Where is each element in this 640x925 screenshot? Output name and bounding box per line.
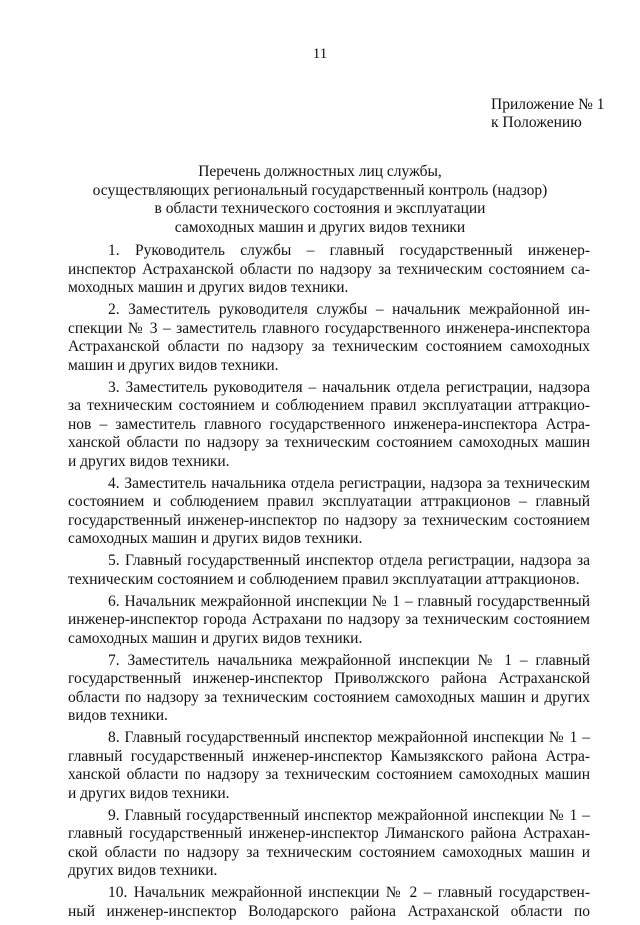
list-item: [68, 652, 590, 726]
list-item: [68, 884, 590, 921]
list-item-line: ханской области по надзору за техническим состоянием самоходных машин: [68, 766, 590, 783]
list-item-line: 5. Главный государственный инспектор отдела регистрации, надзора за: [108, 552, 590, 569]
appendix-line-2: к Положению: [491, 114, 582, 131]
list-item-line: 6. Начальник межрайонной инспекции № 1 – главный государственный: [108, 592, 590, 610]
list-item-line: 9. Главный государственный инспектор межрайонной инспекции № 1 –: [108, 806, 590, 824]
list-item: [68, 552, 590, 589]
list-item-line: 7. Заместитель начальника межрайонной инспекции № 1 – главный: [108, 651, 590, 669]
list-item: [68, 242, 590, 298]
list-item-line: самоходных машин и других видов техники.: [68, 629, 363, 647]
list-item-line: области по надзору за техническим состоянием самоходных машин и других: [68, 688, 590, 706]
list-item-line: 3. Заместитель руководителя – начальник отдела регистрации, надзора: [108, 378, 590, 396]
list-item-line: государственный инженер-инспектор Приволжского района Астраханской: [68, 670, 590, 687]
list-item-line: техническим состоянием и соблюдением правил эксплуатации аттракционов.: [68, 570, 580, 588]
officials-list: [68, 242, 590, 925]
list-item-line: и других видов техники.: [68, 784, 230, 802]
title-line-4: самоходных машин и других видов техники: [174, 218, 466, 236]
list-item-line: 4. Заместитель начальника отдела регистрации, надзора за техническим: [108, 474, 590, 492]
list-item-line: инженер-инспектор города Астрахани по надзору за техническим состоянием: [68, 611, 590, 628]
list-item-line: других видов техники.: [68, 862, 218, 879]
title-line-3: в области технического состояния и эксплуатации: [154, 200, 486, 217]
list-item-line: видов техники.: [68, 707, 168, 724]
list-item-line: состоянием и соблюдением правил эксплуатации аттракционов – главный: [68, 493, 590, 510]
list-item-line: и других видов техники.: [68, 452, 230, 470]
list-item-line: 1. Руководитель службы – главный государственный инженер-: [108, 242, 590, 259]
list-item-line: главный государственный инженер-инспектор Лиманского района Астрахан-: [68, 825, 590, 842]
page-number: 11: [312, 46, 328, 62]
appendix-line-1: Приложение № 1: [491, 96, 605, 113]
list-item: [68, 729, 590, 803]
list-item: [68, 593, 590, 649]
title-line-2: осуществляющих региональный государственный контроль (надзор): [92, 181, 548, 199]
list-item: [68, 475, 590, 549]
list-item: [68, 301, 590, 375]
list-item-line: за техническим состоянием и соблюдением правил эксплуатации аттракцио-: [68, 397, 590, 414]
title-line-1: Перечень должностных лиц службы,: [198, 163, 442, 180]
list-item-line: 8. Главный государственный инспектор межрайонной инспекции № 1 –: [108, 729, 590, 746]
list-item-line: главный государственный инженер-инспектор Камызякского района Астра-: [68, 747, 590, 765]
list-item-line: государственный инженер-инспектор по надзору за техническим состоянием: [68, 511, 590, 529]
list-item-line: ханской области по надзору за техническим состоянием самоходных машин: [68, 434, 590, 451]
list-item-line: самоходных машин и других видов техники.: [68, 530, 363, 547]
document-title: [60, 163, 580, 237]
list-item: [68, 379, 590, 472]
list-item-line: инспектор Астраханской области по надзору за техническим состоянием са-: [68, 260, 590, 278]
list-item-line: 10. Начальник межрайонной инспекции № 2 – главный государствен-: [108, 884, 590, 901]
list-item-line: Астраханской области по надзору за техническим состоянием самоходных: [68, 338, 590, 355]
list-item: [68, 807, 590, 881]
list-item-line: моходных машин и других видов техники.: [68, 279, 349, 296]
list-item-line: 2. Заместитель руководителя службы – начальник межрайонной ин-: [108, 301, 590, 318]
list-item-line: ный инженер-инспектор Володарского района Астраханской области по: [68, 902, 590, 920]
appendix-reference: [491, 96, 604, 132]
list-item-line: нов – заместитель главного государственного инженера-инспектора Астра-: [68, 415, 590, 433]
list-item-line: машин и других видов техники.: [68, 356, 279, 374]
list-item-line: ской области по надзору за техническим состоянием самоходных машин и: [68, 843, 590, 861]
list-item-line: спекции № 3 – заместитель главного государственного инженера-инспектора: [68, 319, 590, 337]
